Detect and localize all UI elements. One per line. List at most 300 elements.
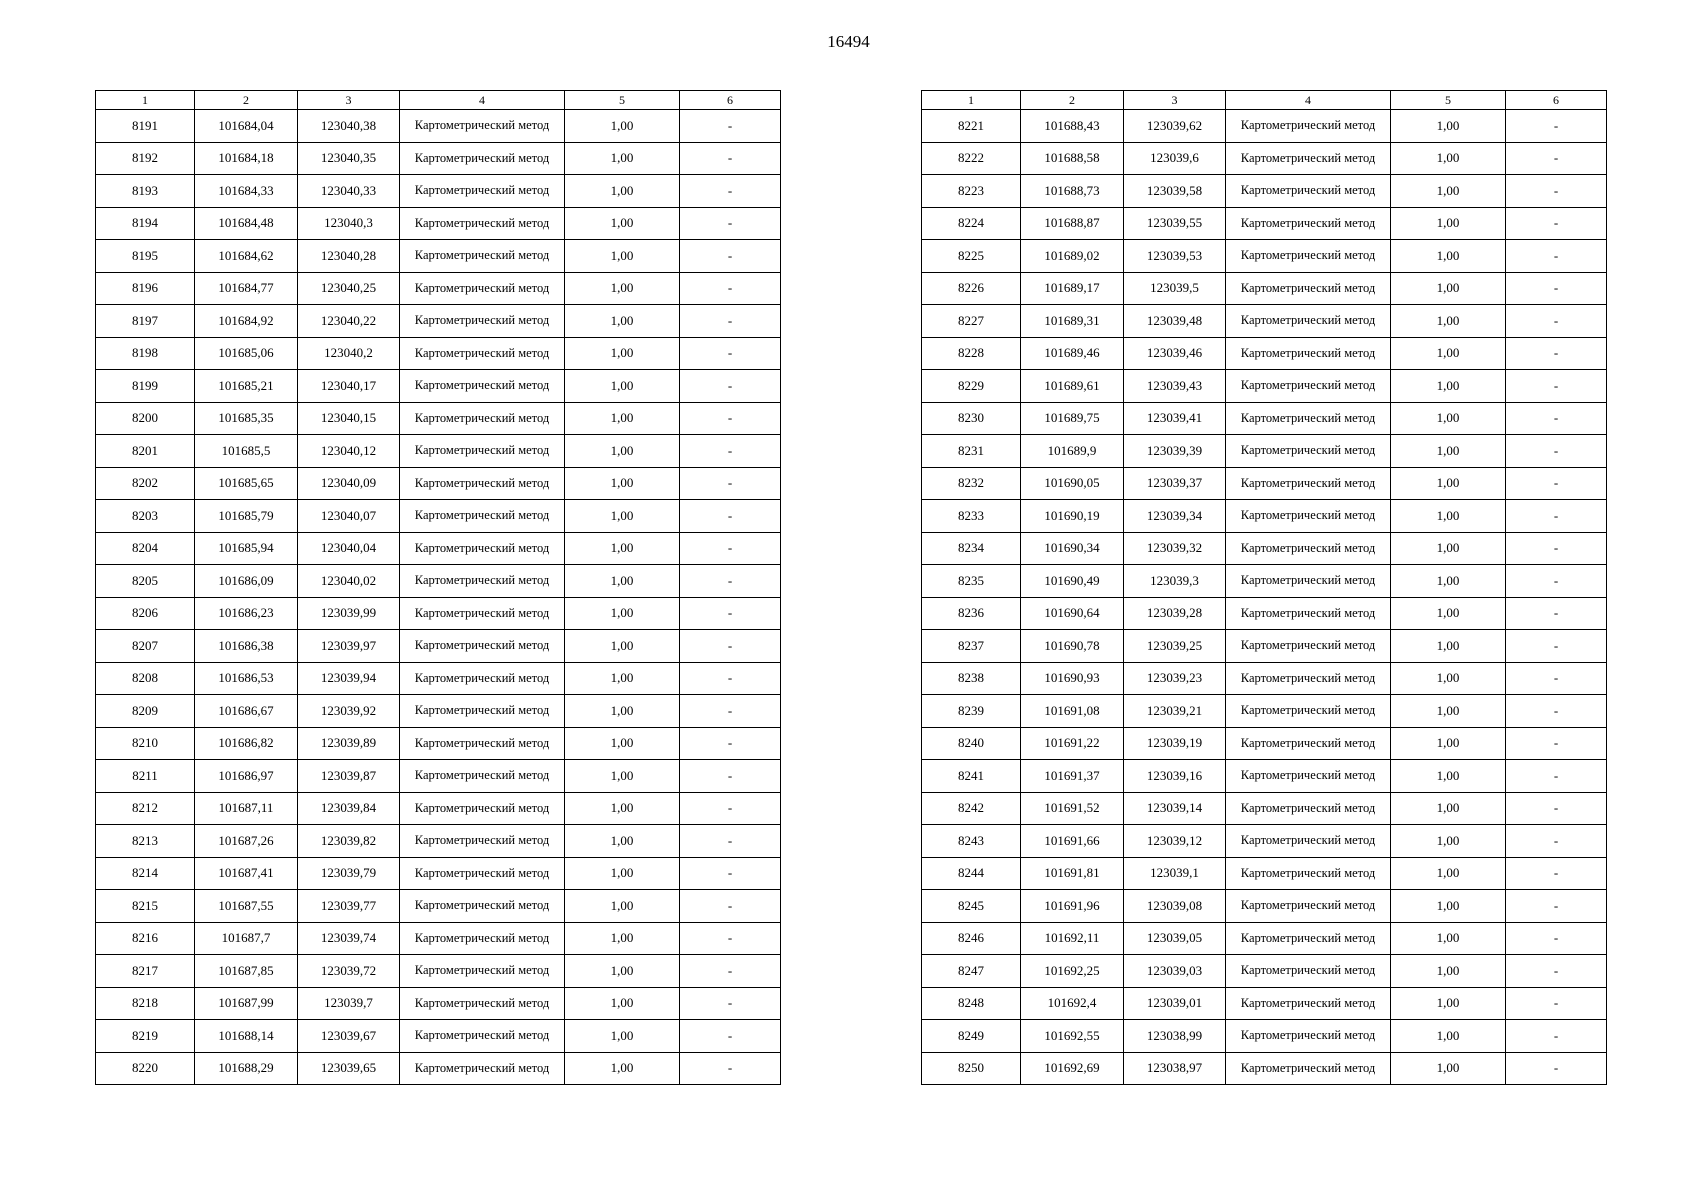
description-cell: - [1506,402,1607,435]
y-coordinate-cell: 123039,72 [298,955,400,988]
column-header: 6 [1506,91,1607,110]
point-number-cell: 8231 [922,435,1021,468]
point-number-cell: 8209 [96,695,195,728]
description-cell: - [680,662,781,695]
description-cell: - [680,370,781,403]
y-coordinate-cell: 123039,77 [298,890,400,923]
y-coordinate-cell: 123039,3 [1124,565,1226,598]
table-row [96,597,781,630]
y-coordinate-cell: 123040,38 [298,110,400,143]
point-number-cell: 8227 [922,305,1021,338]
x-coordinate-cell: 101687,26 [195,825,298,858]
accuracy-cell: 1,00 [1391,825,1506,858]
x-coordinate-cell: 101690,05 [1021,467,1124,500]
table-row [922,272,1607,305]
table-row [96,305,781,338]
column-header: 1 [922,91,1021,110]
table-row [922,370,1607,403]
description-cell: - [680,825,781,858]
description-cell: - [1506,532,1607,565]
x-coordinate-cell: 101692,69 [1021,1052,1124,1085]
method-cell: Картометрический метод [1226,402,1391,435]
point-number-cell: 8217 [96,955,195,988]
method-cell: Картометрический метод [1226,792,1391,825]
accuracy-cell: 1,00 [1391,792,1506,825]
description-cell: - [1506,110,1607,143]
x-coordinate-cell: 101686,23 [195,597,298,630]
table-row [96,500,781,533]
x-coordinate-cell: 101684,33 [195,175,298,208]
table-row [96,532,781,565]
method-cell: Картометрический метод [400,597,565,630]
column-header: 4 [1226,91,1391,110]
method-cell: Картометрический метод [1226,142,1391,175]
y-coordinate-cell: 123040,35 [298,142,400,175]
y-coordinate-cell: 123039,53 [1124,240,1226,273]
accuracy-cell: 1,00 [565,142,680,175]
method-cell: Картометрический метод [400,305,565,338]
method-cell: Картометрический метод [400,110,565,143]
description-cell: - [680,760,781,793]
y-coordinate-cell: 123039,1 [1124,857,1226,890]
x-coordinate-cell: 101685,94 [195,532,298,565]
description-cell: - [680,142,781,175]
point-number-cell: 8212 [96,792,195,825]
accuracy-cell: 1,00 [1391,987,1506,1020]
y-coordinate-cell: 123039,48 [1124,305,1226,338]
y-coordinate-cell: 123040,2 [298,337,400,370]
description-cell: - [1506,175,1607,208]
point-number-cell: 8244 [922,857,1021,890]
accuracy-cell: 1,00 [1391,1052,1506,1085]
x-coordinate-cell: 101684,04 [195,110,298,143]
point-number-cell: 8213 [96,825,195,858]
method-cell: Картометрический метод [400,142,565,175]
point-number-cell: 8205 [96,565,195,598]
x-coordinate-cell: 101688,14 [195,1020,298,1053]
x-coordinate-cell: 101685,5 [195,435,298,468]
point-number-cell: 8232 [922,467,1021,500]
x-coordinate-cell: 101689,46 [1021,337,1124,370]
x-coordinate-cell: 101686,38 [195,630,298,663]
y-coordinate-cell: 123040,33 [298,175,400,208]
x-coordinate-cell: 101686,82 [195,727,298,760]
y-coordinate-cell: 123040,15 [298,402,400,435]
accuracy-cell: 1,00 [1391,532,1506,565]
accuracy-cell: 1,00 [565,695,680,728]
table-row [96,955,781,988]
y-coordinate-cell: 123040,25 [298,272,400,305]
x-coordinate-cell: 101691,52 [1021,792,1124,825]
method-cell: Картометрический метод [400,240,565,273]
x-coordinate-cell: 101691,37 [1021,760,1124,793]
y-coordinate-cell: 123039,7 [298,987,400,1020]
method-cell: Картометрический метод [400,695,565,728]
accuracy-cell: 1,00 [565,662,680,695]
point-number-cell: 8202 [96,467,195,500]
method-cell: Картометрический метод [1226,857,1391,890]
description-cell: - [1506,142,1607,175]
method-cell: Картометрический метод [1226,597,1391,630]
accuracy-cell: 1,00 [1391,695,1506,728]
y-coordinate-cell: 123039,41 [1124,402,1226,435]
x-coordinate-cell: 101684,48 [195,207,298,240]
accuracy-cell: 1,00 [1391,630,1506,663]
table-row [922,890,1607,923]
point-number-cell: 8221 [922,110,1021,143]
point-number-cell: 8241 [922,760,1021,793]
y-coordinate-cell: 123040,09 [298,467,400,500]
point-number-cell: 8204 [96,532,195,565]
x-coordinate-cell: 101685,65 [195,467,298,500]
column-header: 2 [195,91,298,110]
x-coordinate-cell: 101690,19 [1021,500,1124,533]
point-number-cell: 8211 [96,760,195,793]
x-coordinate-cell: 101685,79 [195,500,298,533]
method-cell: Картометрический метод [1226,435,1391,468]
point-number-cell: 8220 [96,1052,195,1085]
accuracy-cell: 1,00 [565,955,680,988]
description-cell: - [1506,1020,1607,1053]
description-cell: - [1506,727,1607,760]
y-coordinate-cell: 123040,04 [298,532,400,565]
description-cell: - [1506,955,1607,988]
description-cell: - [1506,467,1607,500]
table-row [96,727,781,760]
point-number-cell: 8239 [922,695,1021,728]
method-cell: Картометрический метод [400,760,565,793]
table-row [922,305,1607,338]
method-cell: Картометрический метод [400,825,565,858]
x-coordinate-cell: 101689,31 [1021,305,1124,338]
method-cell: Картометрический метод [1226,467,1391,500]
x-coordinate-cell: 101689,17 [1021,272,1124,305]
table-row [922,922,1607,955]
point-number-cell: 8193 [96,175,195,208]
description-cell: - [1506,272,1607,305]
description-cell: - [1506,825,1607,858]
description-cell: - [680,337,781,370]
description-cell: - [680,792,781,825]
method-cell: Картометрический метод [400,1020,565,1053]
y-coordinate-cell: 123039,05 [1124,922,1226,955]
description-cell: - [680,435,781,468]
table-row [96,110,781,143]
table-row [922,467,1607,500]
description-cell: - [1506,1052,1607,1085]
point-number-cell: 8196 [96,272,195,305]
x-coordinate-cell: 101686,09 [195,565,298,598]
method-cell: Картометрический метод [400,435,565,468]
x-coordinate-cell: 101685,21 [195,370,298,403]
method-cell: Картометрический метод [400,500,565,533]
x-coordinate-cell: 101691,96 [1021,890,1124,923]
table-row [922,1020,1607,1053]
x-coordinate-cell: 101687,41 [195,857,298,890]
point-number-cell: 8238 [922,662,1021,695]
table-row [922,110,1607,143]
method-cell: Картометрический метод [400,727,565,760]
table-row [96,435,781,468]
coordinates-table-left [95,90,781,1085]
point-number-cell: 8192 [96,142,195,175]
accuracy-cell: 1,00 [1391,500,1506,533]
method-cell: Картометрический метод [1226,825,1391,858]
y-coordinate-cell: 123040,12 [298,435,400,468]
description-cell: - [1506,500,1607,533]
accuracy-cell: 1,00 [565,597,680,630]
point-number-cell: 8234 [922,532,1021,565]
table-row [96,630,781,663]
description-cell: - [680,305,781,338]
point-number-cell: 8199 [96,370,195,403]
method-cell: Картометрический метод [1226,207,1391,240]
page-number: 16494 [827,32,870,51]
method-cell: Картометрический метод [1226,175,1391,208]
x-coordinate-cell: 101686,97 [195,760,298,793]
y-coordinate-cell: 123039,12 [1124,825,1226,858]
x-coordinate-cell: 101690,34 [1021,532,1124,565]
accuracy-cell: 1,00 [1391,1020,1506,1053]
accuracy-cell: 1,00 [1391,890,1506,923]
table-row [96,467,781,500]
x-coordinate-cell: 101688,87 [1021,207,1124,240]
method-cell: Картометрический метод [400,792,565,825]
description-cell: - [680,175,781,208]
accuracy-cell: 1,00 [565,792,680,825]
method-cell: Картометрический метод [1226,987,1391,1020]
description-cell: - [680,110,781,143]
x-coordinate-cell: 101689,75 [1021,402,1124,435]
description-cell: - [1506,890,1607,923]
y-coordinate-cell: 123040,07 [298,500,400,533]
description-cell: - [1506,662,1607,695]
method-cell: Картометрический метод [1226,922,1391,955]
table-row [96,760,781,793]
method-cell: Картометрический метод [400,402,565,435]
point-number-cell: 8250 [922,1052,1021,1085]
table-row [96,240,781,273]
y-coordinate-cell: 123039,23 [1124,662,1226,695]
description-cell: - [1506,207,1607,240]
y-coordinate-cell: 123040,28 [298,240,400,273]
method-cell: Картометрический метод [1226,760,1391,793]
table-row [96,337,781,370]
method-cell: Картометрический метод [1226,1020,1391,1053]
accuracy-cell: 1,00 [565,370,680,403]
description-cell: - [680,727,781,760]
table-row [96,175,781,208]
point-number-cell: 8235 [922,565,1021,598]
accuracy-cell: 1,00 [565,890,680,923]
accuracy-cell: 1,00 [565,532,680,565]
point-number-cell: 8243 [922,825,1021,858]
method-cell: Картометрический метод [400,272,565,305]
accuracy-cell: 1,00 [565,500,680,533]
y-coordinate-cell: 123039,08 [1124,890,1226,923]
description-cell: - [680,1020,781,1053]
table-row [96,662,781,695]
description-cell: - [680,890,781,923]
point-number-cell: 8194 [96,207,195,240]
y-coordinate-cell: 123039,19 [1124,727,1226,760]
y-coordinate-cell: 123039,25 [1124,630,1226,663]
method-cell: Картометрический метод [400,857,565,890]
header-row [96,91,781,110]
accuracy-cell: 1,00 [565,565,680,598]
point-number-cell: 8191 [96,110,195,143]
x-coordinate-cell: 101689,02 [1021,240,1124,273]
method-cell: Картометрический метод [1226,630,1391,663]
table-row [96,565,781,598]
description-cell: - [1506,760,1607,793]
method-cell: Картометрический метод [1226,305,1391,338]
accuracy-cell: 1,00 [1391,240,1506,273]
column-header: 2 [1021,91,1124,110]
table-row [922,760,1607,793]
x-coordinate-cell: 101686,53 [195,662,298,695]
accuracy-cell: 1,00 [1391,955,1506,988]
coordinates-table-right [921,90,1607,1085]
method-cell: Картометрический метод [400,467,565,500]
table-body [922,110,1607,1085]
accuracy-cell: 1,00 [1391,402,1506,435]
table-row [922,435,1607,468]
accuracy-cell: 1,00 [565,240,680,273]
table-row [922,402,1607,435]
table-row [922,207,1607,240]
x-coordinate-cell: 101684,62 [195,240,298,273]
method-cell: Картометрический метод [1226,955,1391,988]
method-cell: Картометрический метод [1226,695,1391,728]
point-number-cell: 8216 [96,922,195,955]
method-cell: Картометрический метод [400,1052,565,1085]
y-coordinate-cell: 123039,5 [1124,272,1226,305]
y-coordinate-cell: 123039,14 [1124,792,1226,825]
y-coordinate-cell: 123039,37 [1124,467,1226,500]
accuracy-cell: 1,00 [1391,110,1506,143]
description-cell: - [680,467,781,500]
table-row [922,955,1607,988]
x-coordinate-cell: 101692,11 [1021,922,1124,955]
description-cell: - [1506,565,1607,598]
x-coordinate-cell: 101690,64 [1021,597,1124,630]
x-coordinate-cell: 101691,08 [1021,695,1124,728]
description-cell: - [1506,240,1607,273]
point-number-cell: 8206 [96,597,195,630]
table-row [96,792,781,825]
y-coordinate-cell: 123039,97 [298,630,400,663]
y-coordinate-cell: 123039,43 [1124,370,1226,403]
point-number-cell: 8233 [922,500,1021,533]
method-cell: Картометрический метод [1226,1052,1391,1085]
y-coordinate-cell: 123039,16 [1124,760,1226,793]
accuracy-cell: 1,00 [1391,662,1506,695]
x-coordinate-cell: 101689,61 [1021,370,1124,403]
accuracy-cell: 1,00 [565,1052,680,1085]
point-number-cell: 8214 [96,857,195,890]
table-row [922,662,1607,695]
description-cell: - [1506,857,1607,890]
description-cell: - [1506,435,1607,468]
description-cell: - [1506,597,1607,630]
y-coordinate-cell: 123039,84 [298,792,400,825]
method-cell: Картометрический метод [1226,500,1391,533]
method-cell: Картометрический метод [1226,337,1391,370]
description-cell: - [680,240,781,273]
x-coordinate-cell: 101688,73 [1021,175,1124,208]
x-coordinate-cell: 101684,92 [195,305,298,338]
accuracy-cell: 1,00 [1391,272,1506,305]
method-cell: Картометрический метод [400,337,565,370]
method-cell: Картометрический метод [400,532,565,565]
description-cell: - [680,630,781,663]
table-row [96,1020,781,1053]
table-row [96,825,781,858]
y-coordinate-cell: 123039,01 [1124,987,1226,1020]
accuracy-cell: 1,00 [565,435,680,468]
column-header: 3 [298,91,400,110]
method-cell: Картометрический метод [1226,370,1391,403]
point-number-cell: 8222 [922,142,1021,175]
accuracy-cell: 1,00 [565,337,680,370]
column-header: 4 [400,91,565,110]
description-cell: - [680,695,781,728]
description-cell: - [1506,695,1607,728]
x-coordinate-cell: 101692,25 [1021,955,1124,988]
method-cell: Картометрический метод [1226,890,1391,923]
x-coordinate-cell: 101685,35 [195,402,298,435]
point-number-cell: 8208 [96,662,195,695]
x-coordinate-cell: 101691,22 [1021,727,1124,760]
point-number-cell: 8236 [922,597,1021,630]
accuracy-cell: 1,00 [565,987,680,1020]
x-coordinate-cell: 101687,11 [195,792,298,825]
point-number-cell: 8249 [922,1020,1021,1053]
y-coordinate-cell: 123040,3 [298,207,400,240]
y-coordinate-cell: 123039,55 [1124,207,1226,240]
description-cell: - [1506,922,1607,955]
y-coordinate-cell: 123040,02 [298,565,400,598]
method-cell: Картометрический метод [400,207,565,240]
point-number-cell: 8226 [922,272,1021,305]
description-cell: - [680,402,781,435]
table-row [922,500,1607,533]
table-row [96,695,781,728]
x-coordinate-cell: 101688,29 [195,1052,298,1085]
table-row [922,630,1607,663]
table-row [96,987,781,1020]
table-row [922,142,1607,175]
table-row [922,337,1607,370]
table-row [922,1052,1607,1085]
point-number-cell: 8242 [922,792,1021,825]
x-coordinate-cell: 101687,85 [195,955,298,988]
point-number-cell: 8223 [922,175,1021,208]
method-cell: Картометрический метод [400,370,565,403]
table-row [922,175,1607,208]
method-cell: Картометрический метод [400,987,565,1020]
point-number-cell: 8203 [96,500,195,533]
description-cell: - [680,922,781,955]
x-coordinate-cell: 101687,55 [195,890,298,923]
x-coordinate-cell: 101684,77 [195,272,298,305]
description-cell: - [680,857,781,890]
y-coordinate-cell: 123039,82 [298,825,400,858]
point-number-cell: 8228 [922,337,1021,370]
table-body [96,110,781,1085]
description-cell: - [1506,305,1607,338]
